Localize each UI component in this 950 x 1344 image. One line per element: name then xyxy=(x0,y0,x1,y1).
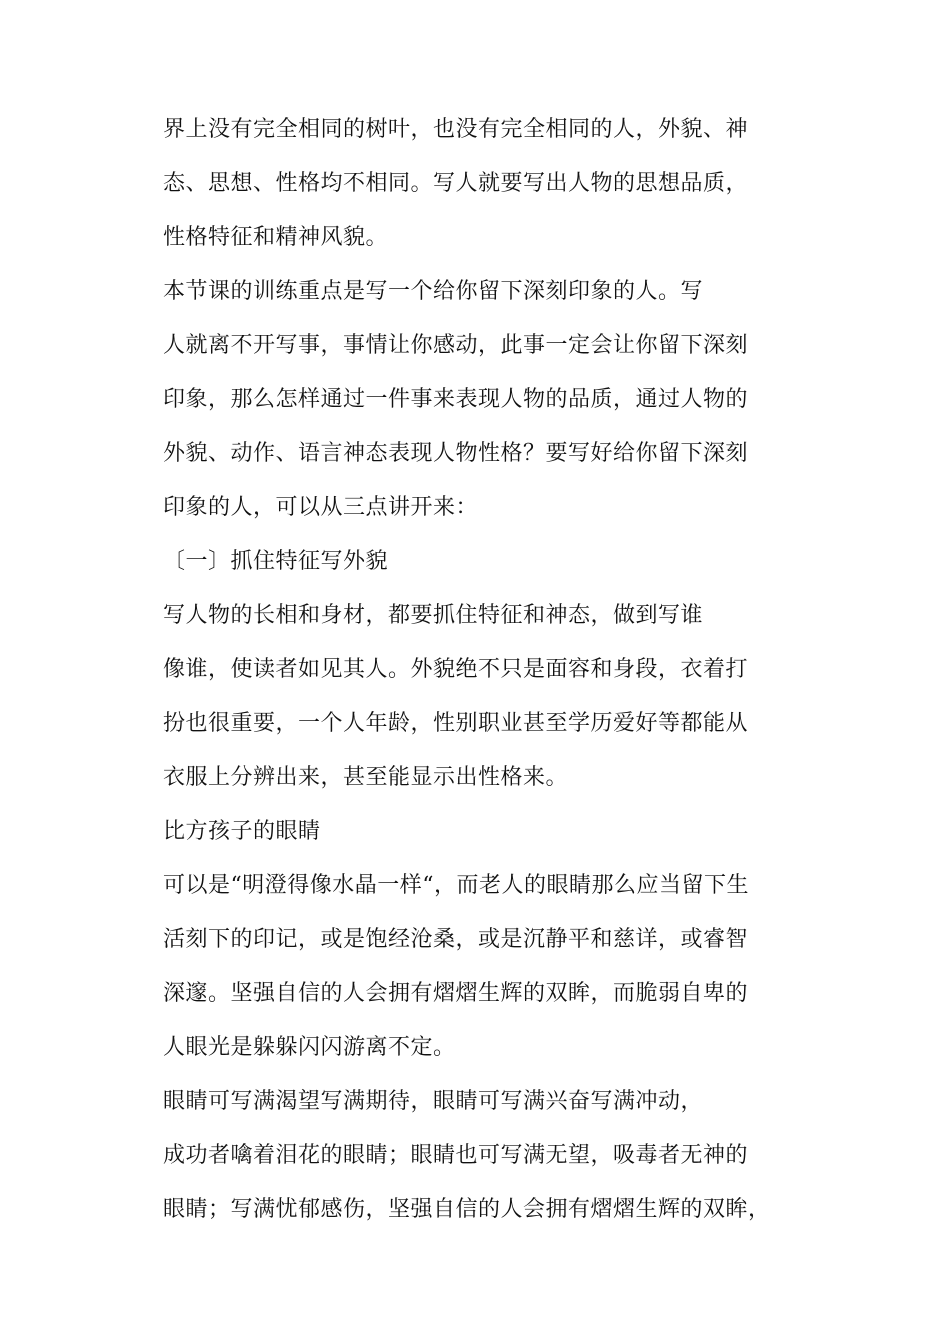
document-body xyxy=(163,110,823,1244)
text-line: 态、思想、性格均不相同。写人就要写出人物的思想品质， xyxy=(163,171,749,196)
text-line: 眼睛可写满渴望写满期待，眼睛可写满兴奋写满冲动， xyxy=(163,1089,704,1114)
text-line: 衣服上分辨出来，甚至能显示出性格来。 xyxy=(163,765,569,790)
text-line: 活刻下的印记，或是饱经沧桑，或是沉静平和慈详，或睿智 xyxy=(163,927,749,952)
text-line: 写人物的长相和身材，都要抓住特征和神态，做到写谁 xyxy=(163,603,704,628)
text-line: 深邃。坚强自信的人会拥有熠熠生辉的双眸，而脆弱自卑的 xyxy=(163,981,749,1006)
text-line: 比方孩子的眼睛 xyxy=(163,819,321,844)
text-line: 外貌、动作、语言神态表现人物性格？要写好给你留下深刻 xyxy=(163,441,749,466)
text-line: 成功者噙着泪花的眼睛；眼睛也可写满无望，吸毒者无神的 xyxy=(163,1143,749,1168)
text-line: 像谁，使读者如见其人。外貌绝不只是面容和身段，衣着打 xyxy=(163,657,749,682)
text-line: 可以是“明澄得像水晶一样“，而老人的眼睛那么应当留下生 xyxy=(163,873,749,898)
text-line: 人就离不开写事，事情让你感动，此事一定会让你留下深刻 xyxy=(163,333,749,358)
text-line: 本节课的训练重点是写一个给你留下深刻印象的人。写 xyxy=(163,279,704,304)
text-line: 印象，那么怎样通过一件事来表现人物的品质，通过人物的 xyxy=(163,387,749,412)
text-line: 眼睛；写满忧郁感伤，坚强自信的人会拥有熠熠生辉的双眸， xyxy=(163,1197,771,1222)
section-heading: 〔一〕抓住特征写外貌 xyxy=(163,549,389,574)
text-line: 扮也很重要，一个人年龄，性别职业甚至学历爱好等都能从 xyxy=(163,711,749,736)
text-line: 印象的人，可以从三点讲开来： xyxy=(163,495,479,520)
text-line: 性格特征和精神风貌。 xyxy=(163,225,389,250)
text-line: 界上没有完全相同的树叶，也没有完全相同的人，外貌、神 xyxy=(163,117,749,142)
text-line: 人眼光是躲躲闪闪游离不定。 xyxy=(163,1035,456,1060)
